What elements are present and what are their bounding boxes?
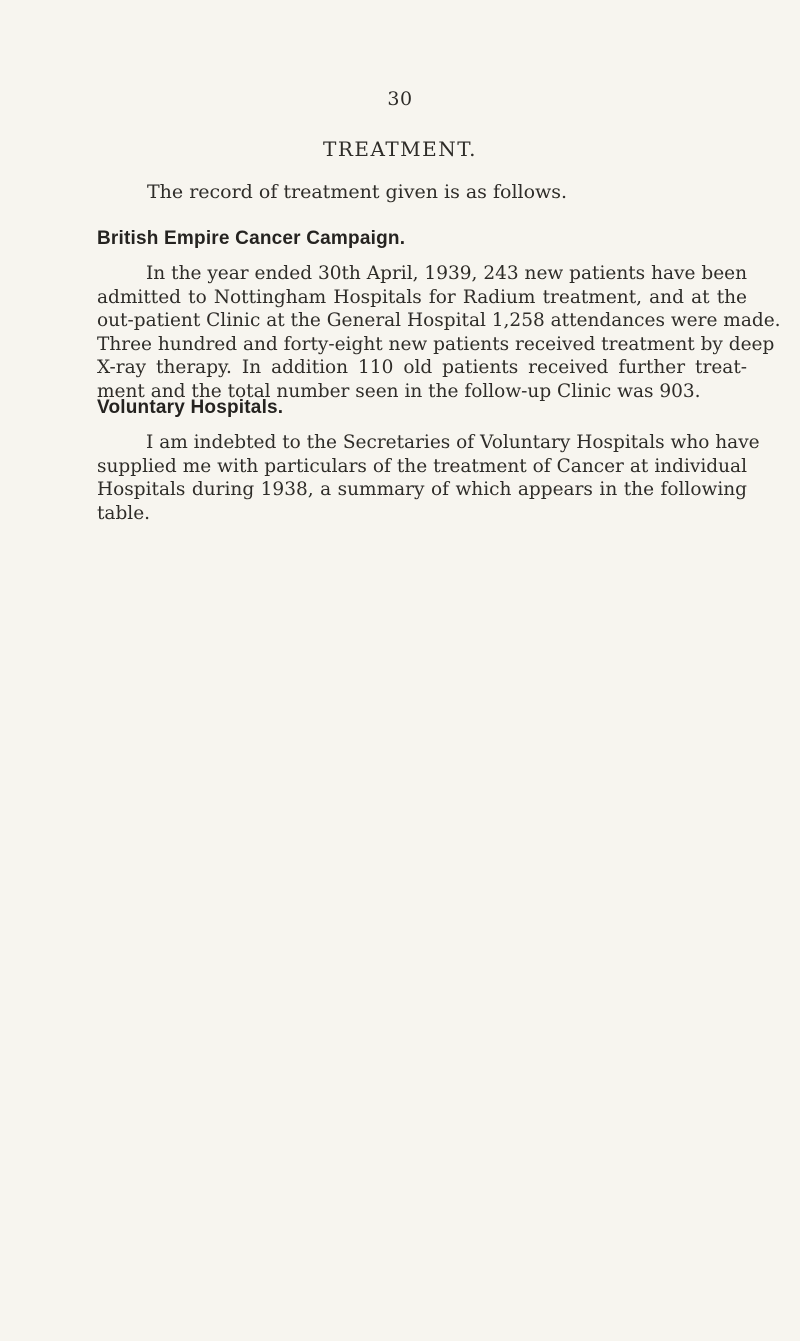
paragraph-line: X-ray therapy. In addition 110 old patients received further treat- bbox=[97, 357, 747, 378]
paragraph-british-empire-cancer-campaign bbox=[97, 262, 781, 403]
intro-sentence: The record of treatment given is as follows. bbox=[147, 181, 568, 203]
paragraph-line: out-patient Clinic at the General Hospital 1,258 attendances were made. bbox=[97, 310, 781, 331]
paragraph-line: supplied me with particulars of the treatment of Cancer at individual bbox=[97, 455, 747, 477]
section-heading-british-empire-cancer-campaign: British Empire Cancer Campaign. bbox=[97, 228, 406, 249]
paragraph-line: In the year ended 30th April, 1939, 243 new patients have been bbox=[146, 263, 747, 284]
section-heading-voluntary-hospitals: Voluntary Hospitals. bbox=[97, 397, 284, 418]
page-title: TREATMENT. bbox=[322, 137, 478, 161]
paragraph-voluntary-hospitals bbox=[97, 431, 760, 525]
paragraph-line: Three hundred and forty-eight new patients received treatment by deep bbox=[97, 333, 775, 355]
paragraph-line: I am indebted to the Secretaries of Voluntary Hospitals who have bbox=[146, 432, 760, 453]
page-number: 30 bbox=[387, 88, 413, 110]
paragraph-line: admitted to Nottingham Hospitals for Radium treatment, and at the bbox=[97, 286, 747, 308]
paragraph-line: ment and the total number seen in the follow-up Clinic was 903. bbox=[97, 380, 701, 402]
paragraph-line: Hospitals during 1938, a summary of which appears in the following bbox=[97, 479, 747, 500]
paragraph-line: table. bbox=[97, 502, 151, 524]
